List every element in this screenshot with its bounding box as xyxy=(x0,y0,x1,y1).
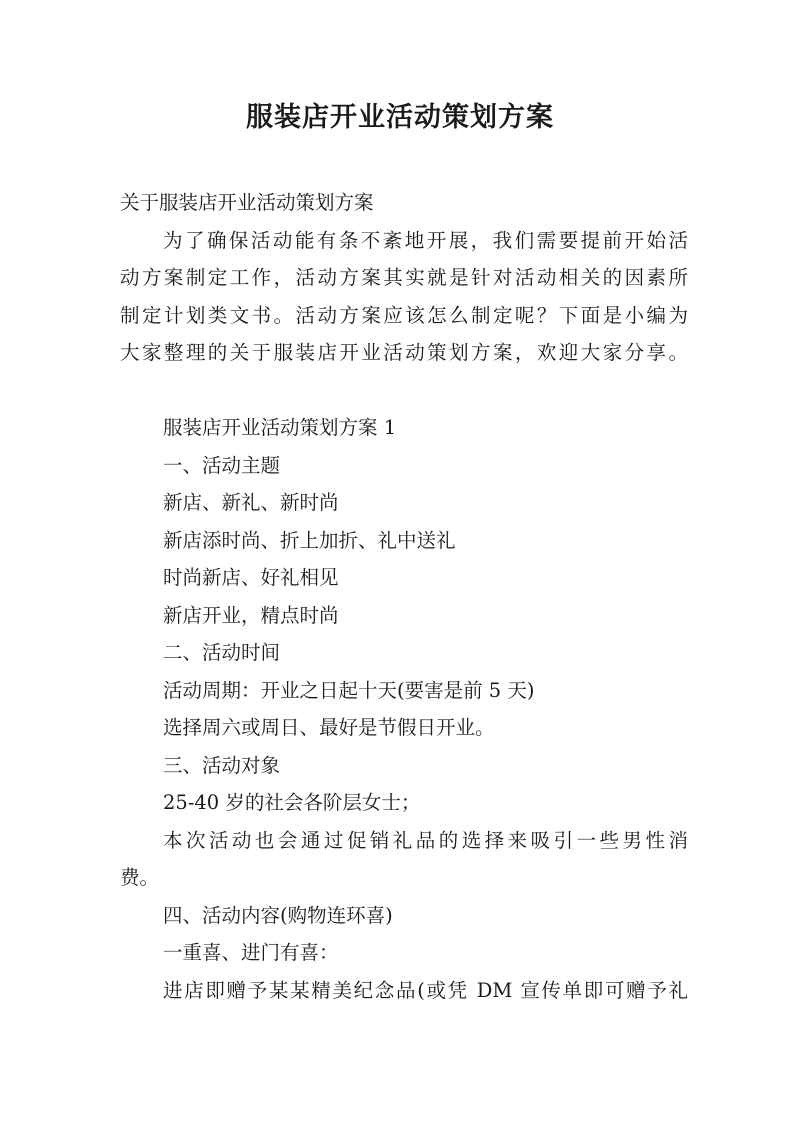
section-heading-content: 四、活动内容(购物连环喜) xyxy=(163,903,393,927)
content-sub-text-1: 进店即赠予某某精美纪念品(或凭 DM 宣传单即可赠予礼 xyxy=(163,978,688,1002)
intro-line-1: 为了确保活动能有条不紊地开展，我们需要提前开始活 xyxy=(163,228,688,252)
section-heading-theme: 一、活动主题 xyxy=(163,453,281,477)
intro-line-3: 制定计划类文书。活动方案应该怎么制定呢？下面是小编为 xyxy=(120,303,688,327)
content-sub-heading-1: 一重喜、进门有喜： xyxy=(163,941,339,964)
document-title: 服装店开业活动策划方案 xyxy=(246,102,554,133)
document-body xyxy=(120,184,688,1009)
audience-item-2-line-1: 本次活动也会通过促销礼品的选择来吸引一些男性消 xyxy=(163,828,688,852)
theme-item-2: 新店添时尚、折上加折、礼中送礼 xyxy=(163,528,456,552)
section-title: 服装店开业活动策划方案 1 xyxy=(163,416,397,439)
intro-line-2: 动方案制定工作，活动方案其实就是针对活动相关的因素所 xyxy=(120,266,688,289)
audience-item-1: 25-40 岁的社会各阶层女士； xyxy=(163,791,421,814)
audience-item-2-line-2: 费。 xyxy=(120,866,160,889)
theme-item-3: 时尚新店、好礼相见 xyxy=(163,566,339,589)
intro-line-4: 大家整理的关于服装店开业活动策划方案，欢迎大家分享。 xyxy=(120,341,688,364)
intro-heading: 关于服装店开业活动策划方案 xyxy=(120,191,374,214)
time-item-2: 选择周六或周日、最好是节假日开业。 xyxy=(163,716,495,739)
section-heading-audience: 三、活动对象 xyxy=(163,753,281,777)
section-heading-time: 二、活动时间 xyxy=(163,641,281,664)
theme-item-4: 新店开业，精点时尚 xyxy=(163,603,339,627)
paragraph-gap xyxy=(120,372,688,410)
time-item-1: 活动周期：开业之日起十天(要害是前 5 天) xyxy=(163,678,535,702)
theme-item-1: 新店、新礼、新时尚 xyxy=(163,491,339,514)
